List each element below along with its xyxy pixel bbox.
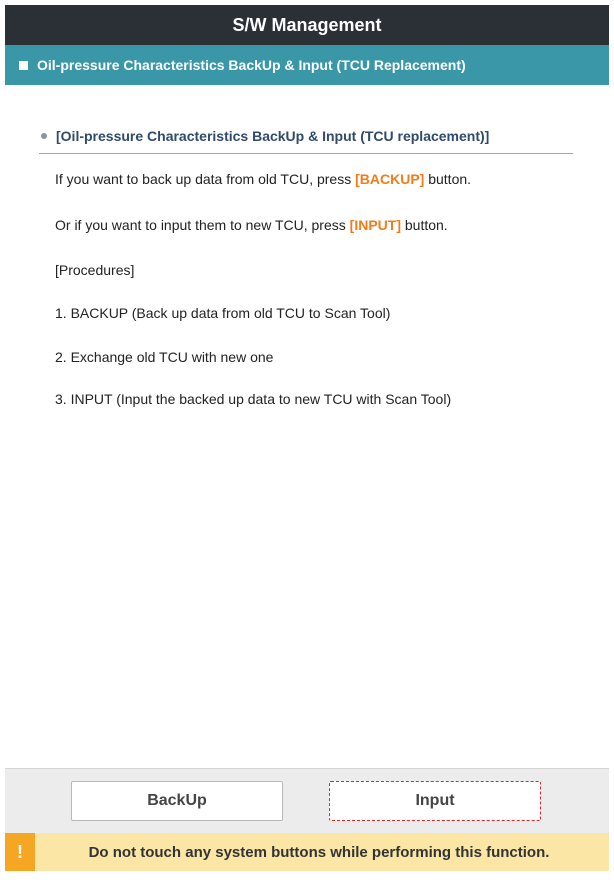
backup-button[interactable]: BackUp	[71, 781, 283, 821]
instruction-text: button.	[400, 217, 448, 233]
procedures-label: [Procedures]	[55, 262, 135, 278]
app-window	[5, 5, 609, 875]
title-bar	[5, 5, 609, 45]
input-keyword: [INPUT]	[349, 217, 401, 233]
section-header	[5, 45, 609, 85]
content-heading	[39, 119, 573, 154]
heading-text: [Oil-pressure Characteristics BackUp & Input (TCU replacement)]	[56, 128, 490, 144]
instruction-text: Or if you want to input them to new TCU, press	[55, 217, 350, 233]
warning-bar	[5, 833, 609, 871]
procedure-step-1: 1. BACKUP (Back up data from old TCU to Scan Tool)	[55, 305, 391, 321]
bullet-dot-icon	[41, 133, 47, 139]
instruction-input	[55, 217, 448, 233]
page-title: S/W Management	[232, 14, 382, 35]
button-bar	[5, 768, 609, 833]
exclamation-icon: !	[5, 833, 35, 871]
instruction-text: If you want to back up data from old TCU, press	[55, 171, 356, 187]
warning-message: Do not touch any system buttons while performing this function.	[88, 843, 550, 861]
instruction-backup	[55, 171, 471, 187]
input-button[interactable]: Input	[329, 781, 541, 821]
section-title: Oil-pressure Characteristics BackUp & Input (TCU Replacement)	[37, 57, 466, 73]
square-bullet-icon	[19, 61, 28, 70]
instruction-text: button.	[424, 171, 472, 187]
content-panel	[5, 85, 609, 773]
procedure-step-3: 3. INPUT (Input the backed up data to new TCU with Scan Tool)	[55, 391, 452, 407]
procedure-step-2: 2. Exchange old TCU with new one	[55, 349, 274, 365]
backup-keyword: [BACKUP]	[355, 171, 425, 187]
